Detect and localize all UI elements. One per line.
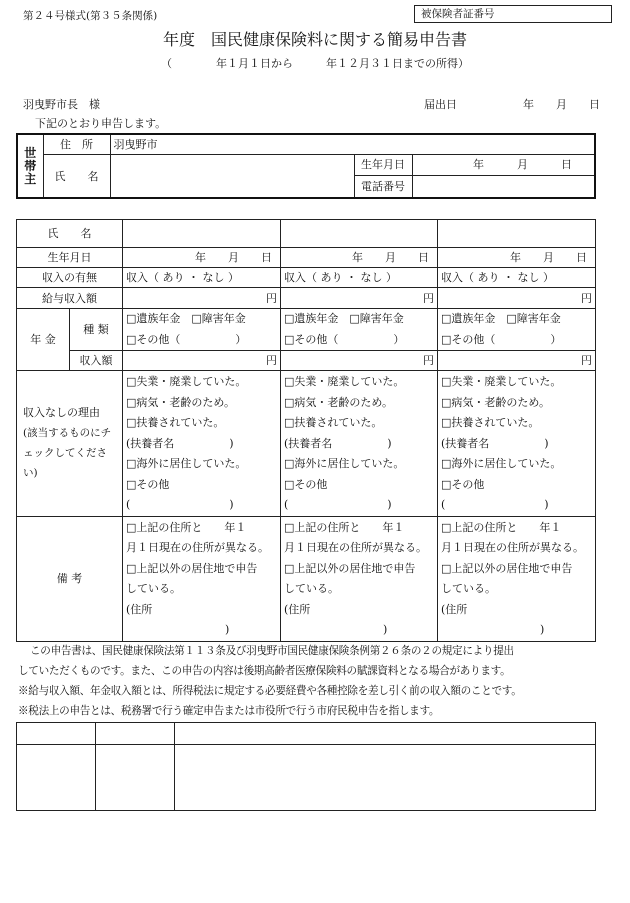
office-cell (175, 723, 596, 745)
remarks-options[interactable] (281, 516, 438, 641)
phone-field[interactable] (412, 175, 595, 198)
reason-option[interactable]: □その他 (126, 477, 170, 491)
pension-label: 年 金 (17, 309, 70, 371)
income-flag-field[interactable]: 収入（ あり ・ なし ） (438, 268, 596, 288)
pension-income-field[interactable]: 円 (281, 351, 438, 371)
remarks-line: している。 (284, 582, 339, 595)
salary-field[interactable]: 円 (281, 288, 438, 309)
householder-name-field[interactable] (110, 155, 354, 198)
pension-option-line[interactable]: □遺族年金 □障害年金 (441, 312, 561, 325)
reason-option[interactable]: □失業・廃業していた。 (441, 375, 562, 388)
remarks-line[interactable]: □上記以外の居住地で申告 (284, 561, 416, 575)
remarks-line[interactable]: (住所 (284, 602, 311, 616)
member-birth-field[interactable]: 年 月 日 (123, 248, 281, 268)
remarks-line[interactable]: ) (126, 623, 230, 636)
member-name-field[interactable] (281, 220, 438, 248)
member-birth-field[interactable]: 年 月 日 (281, 248, 438, 268)
phone-label: 電話番号 (354, 175, 412, 198)
address-label: 住 所 (43, 134, 110, 155)
office-cell (17, 745, 96, 811)
address-field[interactable]: 羽曳野市 (110, 134, 595, 155)
remarks-options[interactable] (438, 516, 596, 641)
notes (18, 641, 614, 721)
reason-option[interactable]: □失業・廃業していた。 (126, 375, 247, 388)
salary-label: 給与収入額 (17, 288, 123, 309)
reason-option[interactable]: □扶養されていた。 (441, 416, 540, 429)
income-flag-field[interactable]: 収入（ あり ・ なし ） (123, 268, 281, 288)
pension-option-line[interactable]: □その他（ ） (284, 332, 405, 346)
remarks-line: 月１日現在の住所が異なる。 (126, 541, 269, 554)
remarks-line[interactable]: (住所 (441, 602, 468, 616)
office-cell (96, 745, 175, 811)
salary-field[interactable]: 円 (123, 288, 281, 309)
addressee: 羽曳野市長 様 (23, 98, 100, 111)
pension-income-field[interactable]: 円 (123, 351, 281, 371)
office-cell (17, 723, 96, 745)
reason-option[interactable]: □扶養されていた。 (284, 416, 383, 429)
reason-option[interactable]: □病気・老齢のため。 (284, 395, 393, 409)
reason-option[interactable]: □海外に居住していた。 (284, 457, 405, 470)
pension-type-label: 種 類 (70, 309, 123, 351)
no-income-reasons[interactable] (438, 371, 596, 517)
income-period: （ 年１月１日から 年１２月３１日までの所得） (161, 57, 469, 70)
reason-text[interactable]: (扶養者名 ) (441, 436, 549, 450)
remarks-line[interactable]: ) (441, 623, 545, 636)
member-name-field[interactable] (123, 220, 281, 248)
householder-name-label: 氏 名 (43, 155, 110, 198)
remarks-line: している。 (126, 582, 181, 595)
member-birth-label: 生年月日 (17, 248, 123, 268)
no-income-label-cell (17, 371, 123, 517)
insured-number-box[interactable] (414, 5, 612, 23)
reason-option[interactable]: □病気・老齢のため。 (126, 395, 235, 409)
office-cell (96, 723, 175, 745)
no-income-label: 収入なしの理由 (23, 406, 100, 420)
householder-label: 世帯主 (17, 134, 43, 198)
income-flag-label: 収入の有無 (17, 268, 123, 288)
reason-text[interactable]: (扶養者名 ) (126, 436, 234, 450)
no-income-note: (該当するものにチェックしてください) (23, 427, 112, 480)
reason-option[interactable]: □その他 (284, 477, 328, 491)
reason-option[interactable]: □海外に居住していた。 (441, 457, 562, 470)
no-income-reasons[interactable] (281, 371, 438, 517)
remarks-line[interactable]: □上記以外の居住地で申告 (441, 561, 573, 575)
pension-type-options[interactable] (438, 309, 596, 351)
office-use-table (16, 722, 596, 811)
householder-birth-label: 生年月日 (354, 155, 412, 176)
member-name-label: 氏 名 (17, 220, 123, 248)
note-line: ※給与収入額、年金収入額とは、所得税法に規定する必要経費や各種控除を差し引く前の収入額のことです。 (18, 685, 522, 697)
member-birth-field[interactable]: 年 月 日 (438, 248, 596, 268)
reason-option[interactable]: □病気・老齢のため。 (441, 395, 550, 409)
reason-option[interactable]: □海外に居住していた。 (126, 457, 247, 470)
form-label: 第２４号様式(第３５条関係) (23, 10, 158, 22)
remarks-line[interactable]: □上記の住所と 年１ (284, 520, 405, 534)
pension-option-line[interactable]: □その他（ ） (441, 332, 562, 346)
intro-text: 下記のとおり申告します。 (35, 117, 167, 130)
reason-text[interactable]: ( ) (126, 498, 234, 511)
pension-option-line[interactable]: □遺族年金 □障害年金 (126, 312, 246, 325)
householder-table (16, 133, 596, 199)
reason-option[interactable]: □扶養されていた。 (126, 416, 225, 429)
filing-date: 届出日 年 月 日 (424, 98, 600, 111)
reason-text[interactable]: ( ) (441, 498, 549, 511)
office-cell (175, 745, 596, 811)
reason-option[interactable]: □失業・廃業していた。 (284, 375, 405, 388)
remarks-line: 月１日現在の住所が異なる。 (441, 541, 584, 554)
pension-type-options[interactable] (281, 309, 438, 351)
member-table (16, 219, 596, 642)
pension-income-field[interactable]: 円 (438, 351, 596, 371)
reason-text[interactable]: (扶養者名 ) (284, 436, 392, 450)
remarks-line[interactable]: □上記以外の居住地で申告 (126, 561, 258, 575)
member-name-field[interactable] (438, 220, 596, 248)
remarks-options[interactable] (123, 516, 281, 641)
remarks-line: している。 (441, 582, 496, 595)
householder-birth-field[interactable]: 年 月 日 (412, 155, 595, 176)
remarks-line[interactable]: (住所 (126, 602, 153, 616)
pension-option-line[interactable]: □その他（ ） (126, 332, 247, 346)
salary-field[interactable]: 円 (438, 288, 596, 309)
income-flag-field[interactable]: 収入（ あり ・ なし ） (281, 268, 438, 288)
pension-option-line[interactable]: □遺族年金 □障害年金 (284, 312, 404, 325)
pension-income-label: 収入額 (70, 351, 123, 371)
reason-text[interactable]: ( ) (284, 498, 392, 511)
remarks-line[interactable]: □上記の住所と 年１ (441, 520, 562, 534)
remarks-line: 月１日現在の住所が異なる。 (284, 541, 427, 554)
reason-option[interactable]: □その他 (441, 477, 485, 491)
note-line: していただくものです。また、この申告の内容は後期高齢者医療保険料の賦課資料となる場合があります。 (18, 665, 511, 677)
remarks-label: 備 考 (17, 516, 123, 641)
remarks-line[interactable]: □上記の住所と 年１ (126, 520, 247, 534)
note-line: ※税法上の申告とは、税務署で行う確定申告または市役所で行う市府民税申告を指します。 (18, 705, 440, 717)
insured-number-label: 被保険者証番号 (421, 8, 495, 20)
page-title: 年度 国民健康保険料に関する簡易申告書 (162, 30, 467, 49)
no-income-reasons[interactable] (123, 371, 281, 517)
pension-type-options[interactable] (123, 309, 281, 351)
note-line: この申告書は、国民健康保険法第１１３条及び羽曳野市国民健康保険条例第２６条の２の規定により提出 (30, 645, 514, 657)
remarks-line[interactable]: ) (284, 623, 388, 636)
